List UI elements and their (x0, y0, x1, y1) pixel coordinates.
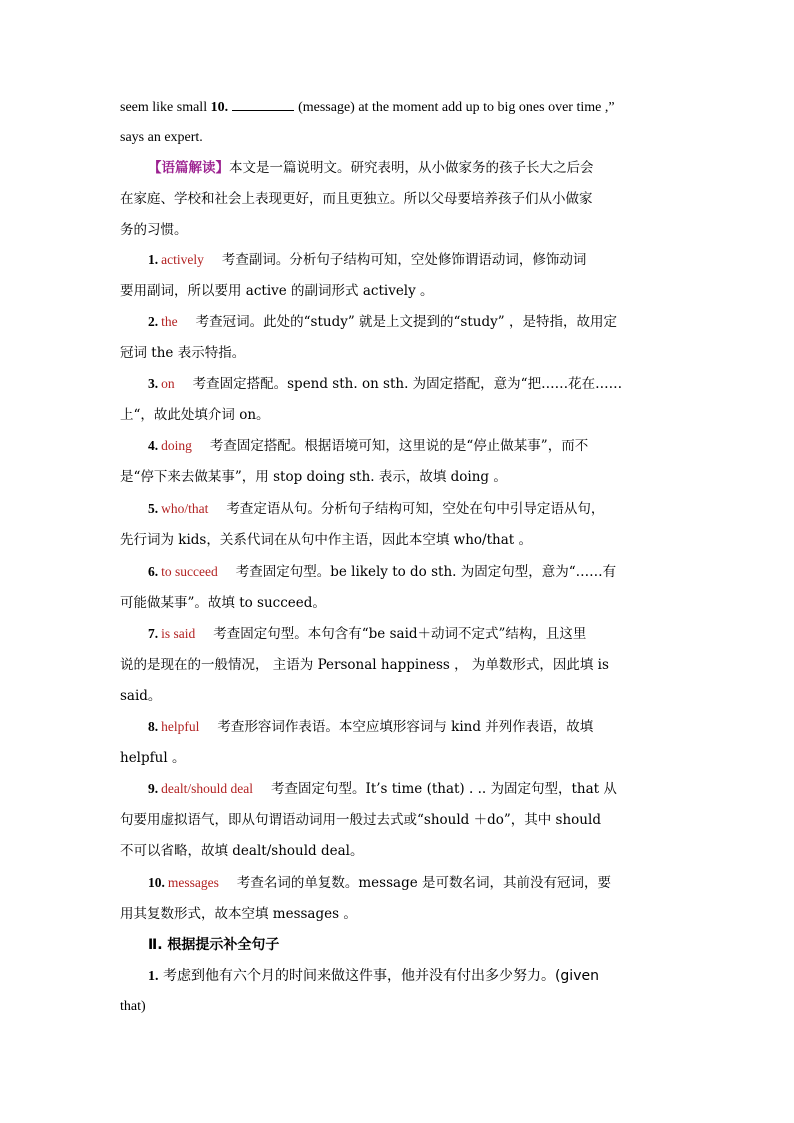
passage-line-2: says an expert. (120, 130, 203, 145)
answer-explanation: 先行词为 kids，关系代词在从句中作主语，因此本空填 who/that 。 (120, 532, 532, 548)
analysis-tag: 【语篇解读】 (148, 160, 229, 176)
analysis-line-2: 在家庭、学校和社会上表现更好，而且更独立。所以父母要培养孩子们从小做家 (120, 191, 593, 207)
question-continuation: that) (120, 999, 146, 1014)
answer-item: 2. the 考查冠词。此处的“study” 就是上文提到的“study” ，是特指，故用定 (148, 314, 617, 330)
answer-explanation: said。 (120, 688, 162, 704)
answer-value: who/that (161, 501, 209, 516)
answer-item: 1. actively 考查副词。分析句子结构可知，空处修饰谓语动词，修饰动词 (148, 252, 587, 268)
answer-explanation: 可能做某事”。故填 to succeed。 (120, 595, 326, 611)
section-title: Ⅱ. 根据提示补全句子 (148, 937, 280, 953)
answer-explanation: 说的是现在的一般情况， 主语为 Personal happiness ， 为单数形式，因此填 is (120, 657, 609, 673)
answer-item: 7. is said 考查固定句型。本句含有“be said＋动词不定式”结构，且这里 (148, 626, 587, 642)
answer-item: 3. on 考查固定搭配。spend sth. on sth. 为固定搭配，意为“把……花在…… (148, 376, 623, 392)
answer-explanation: 不可以省略，故填 dealt/should deal。 (120, 843, 364, 859)
passage-text: (message) at the moment add up to big ones over time ,” (298, 100, 615, 115)
answer-value: to succeed (161, 564, 218, 579)
answer-explanation: 冠词 the 表示特指。 (120, 345, 246, 361)
answer-value: on (161, 376, 175, 391)
answer-item: 10. messages 考查名词的单复数。message 是可数名词，其前没有冠词，要 (148, 875, 611, 891)
answer-blank (232, 97, 294, 111)
answer-value: actively (161, 252, 204, 267)
answer-item: 4. doing 考查固定搭配。根据语境可知，这里说的是“停止做某事”，而不 (148, 438, 589, 454)
answer-explanation: 上“，故此处填介词 on。 (120, 407, 270, 423)
analysis-line-3: 务的习惯。 (120, 222, 188, 238)
answer-explanation: 用其复数形式，故本空填 messages 。 (120, 906, 357, 922)
question-item: 1. 考虑到他有六个月的时间来做这件事，他并没有付出多少努力。(given (148, 968, 599, 984)
answer-value: doing (161, 438, 192, 453)
answer-item: 9. dealt/should deal 考查固定句型。It’s time (that) . .. 为固定句型，that 从 (148, 781, 617, 797)
answer-explanation: 句要用虚拟语气，即从句谓语动词用一般过去式或“should ＋do”，其中 should (120, 812, 601, 828)
blank-number: 10. (210, 100, 229, 115)
answer-value: dealt/should deal (161, 781, 253, 796)
answer-explanation: 是“停下来去做某事”，用 stop doing sth. 表示，故填 doing 。 (120, 469, 507, 485)
answer-item: 8. helpful 考查形容词作表语。本空应填形容词与 kind 并列作表语，故填 (148, 719, 594, 735)
analysis-text: 本文是一篇说明文。研究表明，从小做家务的孩子长大之后会 (229, 160, 594, 176)
answer-item: 6. to succeed 考查固定句型。be likely to do sth. 为固定句型，意为“……有 (148, 564, 617, 580)
answer-explanation: helpful 。 (120, 750, 186, 766)
passage-line-1 (120, 97, 676, 118)
answer-item: 5. who/that 考查定语从句。分析句子结构可知，空处在句中引导定语从句， (148, 501, 605, 517)
answer-value: is said (161, 626, 196, 641)
passage-text: seem like small (120, 100, 208, 115)
analysis-line-1 (148, 158, 676, 178)
answer-explanation: 要用副词，所以要用 active 的副词形式 actively 。 (120, 283, 434, 299)
answer-value: helpful (161, 719, 200, 734)
answer-value: the (161, 314, 178, 329)
answer-value: messages (167, 875, 219, 890)
